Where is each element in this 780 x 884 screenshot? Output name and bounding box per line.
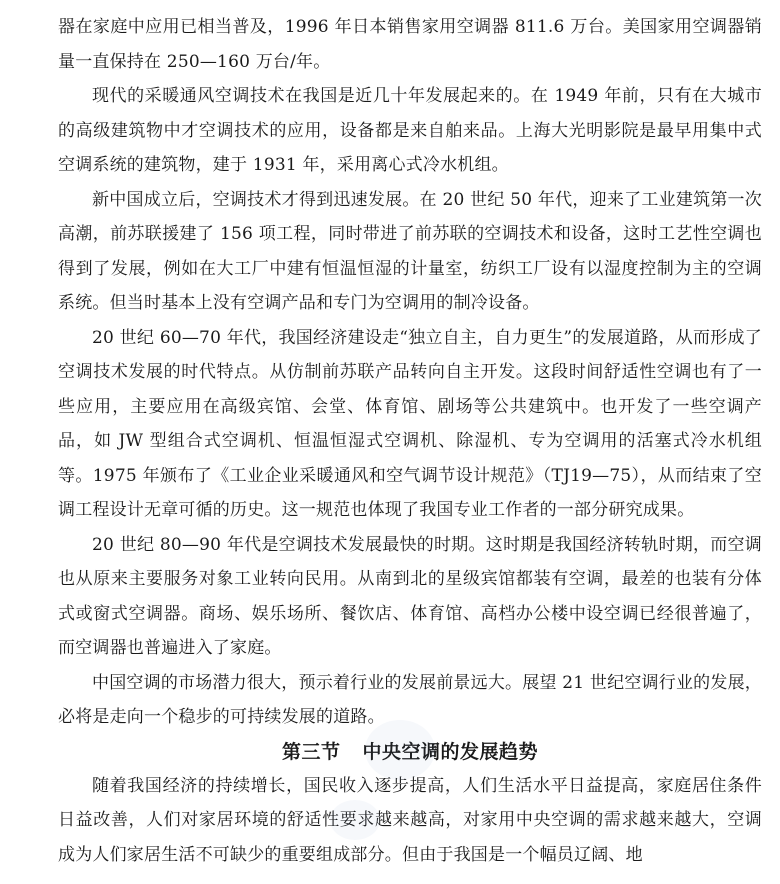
paragraph-4: 20 世纪 60—70 年代，我国经济建设走“独立自主，自力更生”的发展道路，从而形成了空调技术发展的时代特点。从仿制前苏联产品转向自主开发。这段时间舒适性空调也有了一些应用，主要应用在高级宾馆、会堂、体育馆、剧场等公共建筑中。也开发了一些空调产品，如 JW 型组合式空调机、恒温恒湿式空调机、除湿机、专为空调用的活塞式冷水机组等。1975 年颁布了《工业企业采暖通风和空气调节设计规范》（TJ19—75），从而结束了空调工程设计无章可循的历史。这一规范也体现了我国专业工作者的一部分研究成果。 bbox=[58, 327, 762, 520]
paragraph-5: 20 世纪 80—90 年代是空调技术发展最快的时期。这时期是我国经济转轨时期，而空调也从原来主要服务对象工业转向民用。从南到北的星级宾馆都装有空调，最差的也装有分体式或窗式空调器。商场、娱乐场所、餐饮店、体育馆、高档办公楼中设空调已经很普遍了，而空调器也普遍进入了家庭。 bbox=[58, 534, 762, 658]
paragraph-7: 随着我国经济的持续增长，国民收入逐步提高，人们生活水平日益提高，家庭居住条件日益改善，人们对家居环境的舒适性要求越来越高，对家用中央空调的需求越来越大，空调成为人们家居生活不可缺少的重要组成部分。但由于我国是一个幅员辽阔、地 bbox=[58, 775, 762, 865]
paragraph-1: 器在家庭中应用已相当普及，1996 年日本销售家用空调器 811.6 万台。美国家用空调器销量一直保持在 250—160 万台/年。 bbox=[58, 17, 762, 72]
paragraph-6: 中国空调的市场潜力很大，预示着行业的发展前景远大。展望 21 世纪空调行业的发展，必将是走向一个稳步的可持续发展的道路。 bbox=[58, 672, 762, 727]
document-page bbox=[58, 10, 762, 872]
section-heading bbox=[58, 735, 762, 769]
section-number: 第三节 bbox=[281, 740, 341, 763]
paragraph-2: 现代的采暖通风空调技术在我国是近几十年发展起来的。在 1949 年前，只有在大城市的高级建筑物中才空调技术的应用，设备都是来自舶来品。上海大光明影院是最早用集中式空调系统的建筑物，建于 1931 年，采用离心式冷水机组。 bbox=[58, 86, 762, 175]
paragraph-3: 新中国成立后，空调技术才得到迅速发展。在 20 世纪 50 年代，迎来了工业建筑第一次高潮，前苏联援建了 156 项工程，同时带进了前苏联的空调技术和设备，这时工艺性空调也得到了发展，例如在大工厂中建有恒温恒湿的计量室，纺织工厂设有以湿度控制为主的空调系统。但当时基本上没有空调产品和专门为空调用的制冷设备。 bbox=[58, 189, 762, 313]
section-title: 中央空调的发展趋势 bbox=[362, 740, 539, 763]
